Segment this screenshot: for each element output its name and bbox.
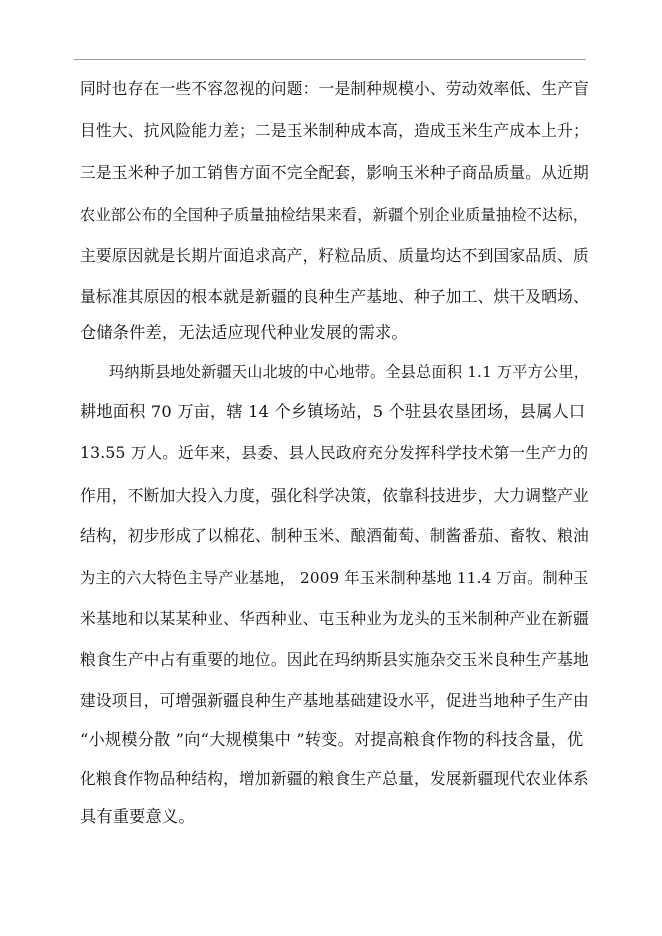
paragraph-1-line: 三是玉米种子加工销售方面不完全配套，影响玉米种子商品质量。从近期 — [80, 163, 589, 182]
paragraph-2-line: “小规模分散 ”向“大规模集中 ”转变。对提高粮食作物的科技含量，优 — [80, 730, 584, 749]
paragraph-2-line: 作用，不断加大投入力度，强化科学决策，依靠科技进步，大力调整产业 — [80, 486, 589, 505]
paragraph-2-line: 结构，初步形成了以棉花、制种玉米、酿酒葡萄、制酱番茄、畜牧、粮油 — [80, 526, 589, 545]
paragraph-1-line: 农业部公布的全国种子质量抽检结果来看，新疆个别企业质量抽检不达标， — [80, 206, 589, 224]
paragraph-2-line: 为主的六大特色主导产业基地， 2009 年玉米制种基地 11.4 万亩。制种玉 — [80, 569, 589, 587]
paragraph-2-line: 13.55 万人。近年来，县委、县人民政府充分发挥科学技术第一生产力的 — [80, 444, 589, 462]
paragraph-2-line: 米基地和以某某种业、华西种业、屯玉种业为龙头的玉米制种产业在新疆 — [80, 609, 589, 628]
paragraph-2-line: 耕地面积 70 万亩，辖 14 个乡镇场站，5 个驻县农垦团场，县属人口 — [80, 402, 586, 421]
paragraph-1-line: 目性大、抗风险能力差；二是玉米制种成本高，造成玉米生产成本上升； — [80, 121, 589, 140]
paragraph-1-line: 量标准其原因的根本就是新疆的良种生产基地、种子加工、烘干及晒场、 — [80, 287, 589, 306]
paragraph-2-line: 具有重要意义。 — [80, 807, 195, 826]
paragraph-1-line: 仓储条件差，无法适应现代种业发展的需求。 — [80, 323, 408, 342]
paragraph-2-line: 玛纳斯县地处新疆天山北坡的中心地带。全县总面积 1.1 万平方公里， — [109, 363, 590, 381]
header-rule — [74, 59, 586, 60]
paragraph-2-line: 粮食生产中占有重要的地位。因此在玛纳斯县实施杂交玉米良种生产基地 — [80, 650, 589, 669]
paragraph-2-line: 建设项目，可增强新疆良种生产基地基础建设水平，促进当地种子生产由 — [80, 691, 589, 710]
paragraph-1-line: 同时也存在一些不容忽视的问题：一是制种规模小、劳动效率低、生产盲 — [80, 79, 589, 98]
paragraph-1-line: 主要原因就是长期片面追求高产，籽粒品质、质量均达不到国家品质、质 — [80, 246, 589, 265]
paragraph-2-line: 化粮食作物品种结构，增加新疆的粮食生产总量，发展新疆现代农业体系 — [80, 769, 589, 788]
